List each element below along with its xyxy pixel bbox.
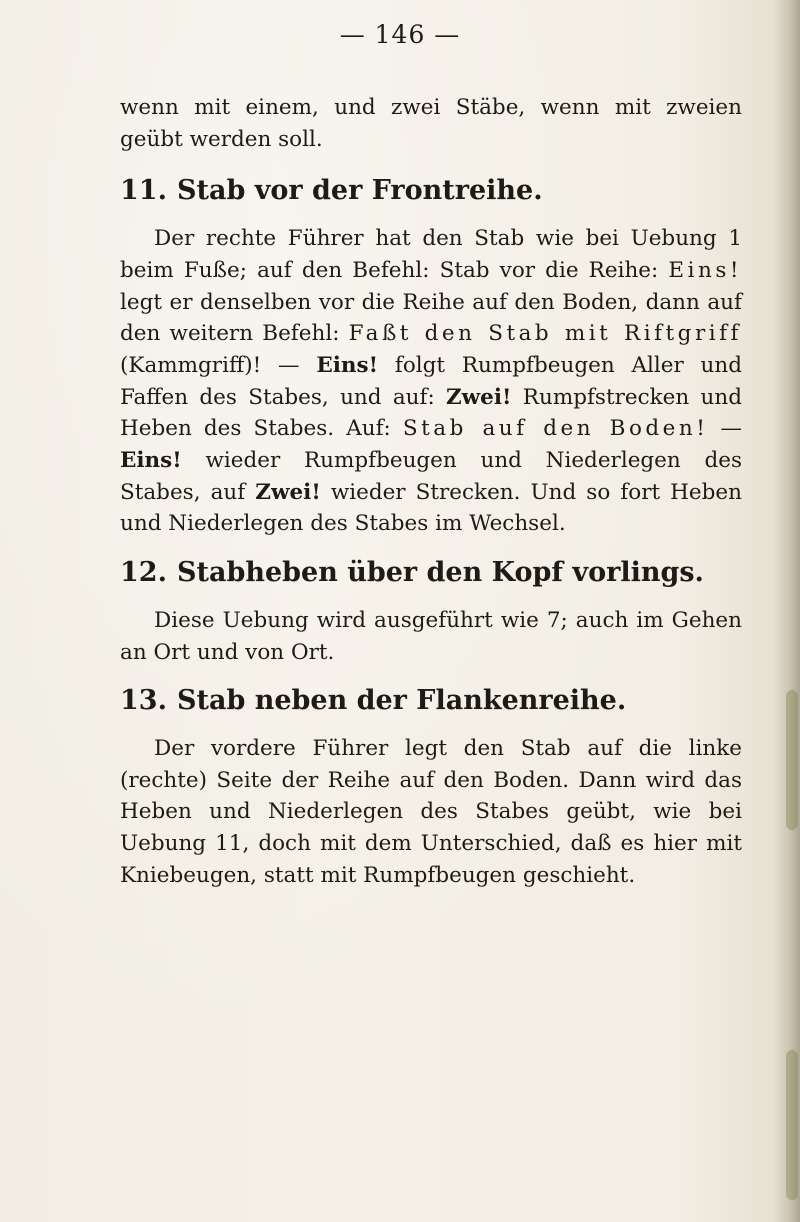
section-title: Stabheben über den Kopf vorlings. xyxy=(176,557,704,589)
text-run: wieder Strecken. Und so fort Heben und Niederlegen des Stabes im Wechsel. xyxy=(120,479,742,537)
intro-paragraph: wenn mit einem, und zwei Stäbe, wenn mit zweien geübt werden soll. xyxy=(120,95,742,152)
text-run: wieder Rumpfbeugen und Niederlegen des Stabes, auf xyxy=(120,448,742,505)
command-text: Zwei! xyxy=(445,384,512,410)
text-run: Der rechte Führer hat den Stab wie bei Uebung 1 beim Fuße; auf den Befehl: Stab vor die Reihe: xyxy=(120,226,742,283)
edge-stain xyxy=(786,1050,798,1200)
text-body xyxy=(120,92,742,891)
text-run: Rumpfstrecken und Heben des Stabes. Auf: xyxy=(120,384,742,442)
command-text: Eins! xyxy=(316,352,379,378)
text-run: legt er denselben vor die Reihe auf den Boden, dann auf den weitern Befehl: xyxy=(120,289,742,347)
command-text: Eins! xyxy=(668,257,742,283)
section-title: Stab neben der Flankenreihe. xyxy=(176,685,627,717)
page-number-header: — 146 — xyxy=(339,20,461,49)
section-13-heading xyxy=(120,685,742,717)
section-11-heading xyxy=(120,175,742,207)
section-11-paragraph xyxy=(120,223,742,540)
section-12-heading xyxy=(120,557,742,589)
edge-stain xyxy=(786,690,798,830)
command-text: Stab auf den Boden! xyxy=(402,416,709,442)
text-run: (Kammgriff)! — xyxy=(120,352,317,378)
page-edge-shadow xyxy=(772,0,800,1222)
command-text: Zwei! xyxy=(255,479,321,505)
command-text: Eins! xyxy=(120,448,182,474)
section-13-paragraph: Der vordere Führer legt den Stab auf die linke (rechte) Seite der Reihe auf den Boden. Dann wird das Heben und Niederlegen des Stabes geübt, wie bei Uebung 11, doch mit dem Unterschied, daß es hier mit Kniebeugen, statt mit Rumpfbeugen geschieht. xyxy=(120,735,742,888)
section-12-paragraph: Diese Uebung wird ausgeführt wie 7; auch im Gehen an Ort und von Ort. xyxy=(120,607,742,665)
text-run: — xyxy=(708,416,742,442)
section-number: 11. xyxy=(120,175,167,207)
section-number: 12. xyxy=(120,557,167,589)
text-run: folgt Rumpfbeugen Aller und Faffen des Stabes, und auf: xyxy=(120,352,742,410)
section-number: 13. xyxy=(120,685,167,717)
section-title: Stab vor der Frontreihe. xyxy=(176,175,543,207)
command-text: Faßt den Stab mit Riftgriff xyxy=(348,321,743,347)
